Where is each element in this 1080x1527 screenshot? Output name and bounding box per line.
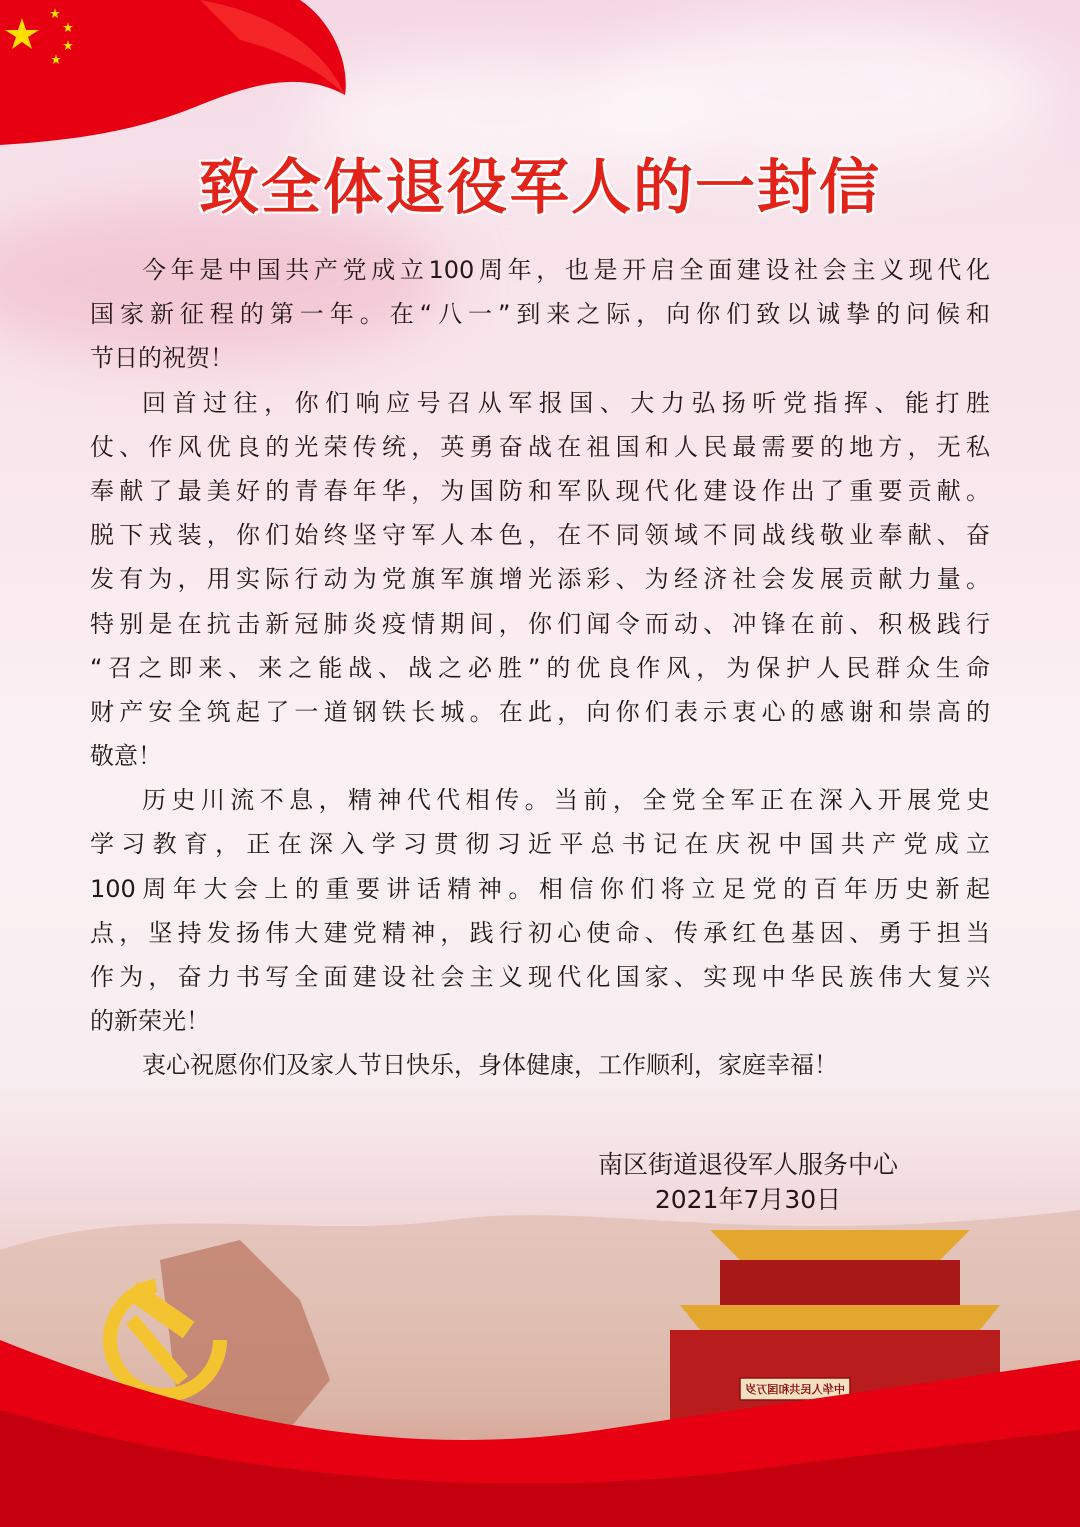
letter-line: 今年是中国共产党成立100周年，也是开启全面建设社会主义现代化 <box>142 256 990 284</box>
bottom-scenery <box>0 1180 1080 1527</box>
letter-line: 点，坚持发扬伟大建党精神，践行初心使命、传承红色基因、勇于担当 <box>90 918 990 947</box>
signature-date: 2021年7月30日 <box>654 1185 842 1214</box>
letter-line: 敬意！ <box>90 742 162 771</box>
letter-line: 学习教育，正在深入学习贯彻习近平总书记在庆祝中国共产党成立 <box>90 830 990 859</box>
letter-line: 节日的祝贺！ <box>90 344 234 373</box>
letter-line: 财产安全筑起了一道钢铁长城。在此，向你们表示衷心的感谢和崇高的 <box>90 697 990 726</box>
letter-line: 回首过往，你们响应号召从军报国、大力弘扬听党指挥、能打胜 <box>142 388 990 417</box>
letter-line: 特别是在抗击新冠肺炎疫情期间，你们闻令而动、冲锋在前、积极践行 <box>90 609 990 638</box>
letter-body <box>90 248 990 1088</box>
letter-line: 100周年大会上的重要讲话精神。相信你们将立足党的百年历史新起 <box>90 874 990 903</box>
letter-line: 的新荣光！ <box>90 1007 210 1036</box>
letter-line: 国家新征程的第一年。在“八一”到来之际，向你们致以诚挚的问候和 <box>90 300 990 329</box>
letter-line: 作为，奋力书写全面建设社会主义现代化国家、实现中华民族伟大复兴 <box>90 963 990 991</box>
letter-line: 奉献了最美好的青春年华，为国防和军队现代化建设作出了重要贡献。 <box>90 476 990 505</box>
letter-line: 脱下戎装，你们始终坚守军人本色，在不同领域不同战线敬业奉献、奋 <box>90 521 990 550</box>
signature-org: 南区街道退役军人服务中心 <box>597 1150 898 1179</box>
page-title: 致全体退役军人的一封信 <box>199 153 881 223</box>
gate-plaque-text: 中华人民共和国万岁 <box>746 1383 845 1396</box>
letter-line: “召之即来、来之能战、战之必胜”的优良作风，为保护人民群众生命 <box>90 653 990 682</box>
letter-line: 仗、作风优良的光荣传统，英勇奋战在祖国和人民最需要的地方，无私 <box>90 432 990 461</box>
national-flag <box>0 0 360 150</box>
letter-line: 发有为，用实际行动为党旗军旗增光添彩、为经济社会发展贡献力量。 <box>90 565 990 594</box>
letter-line: 衷心祝愿你们及家人节日快乐，身体健康，工作顺利，家庭幸福！ <box>142 1051 838 1080</box>
letter-line: 历史川流不息，精神代代相传。当前，全党全军正在深入开展党史 <box>142 786 990 815</box>
